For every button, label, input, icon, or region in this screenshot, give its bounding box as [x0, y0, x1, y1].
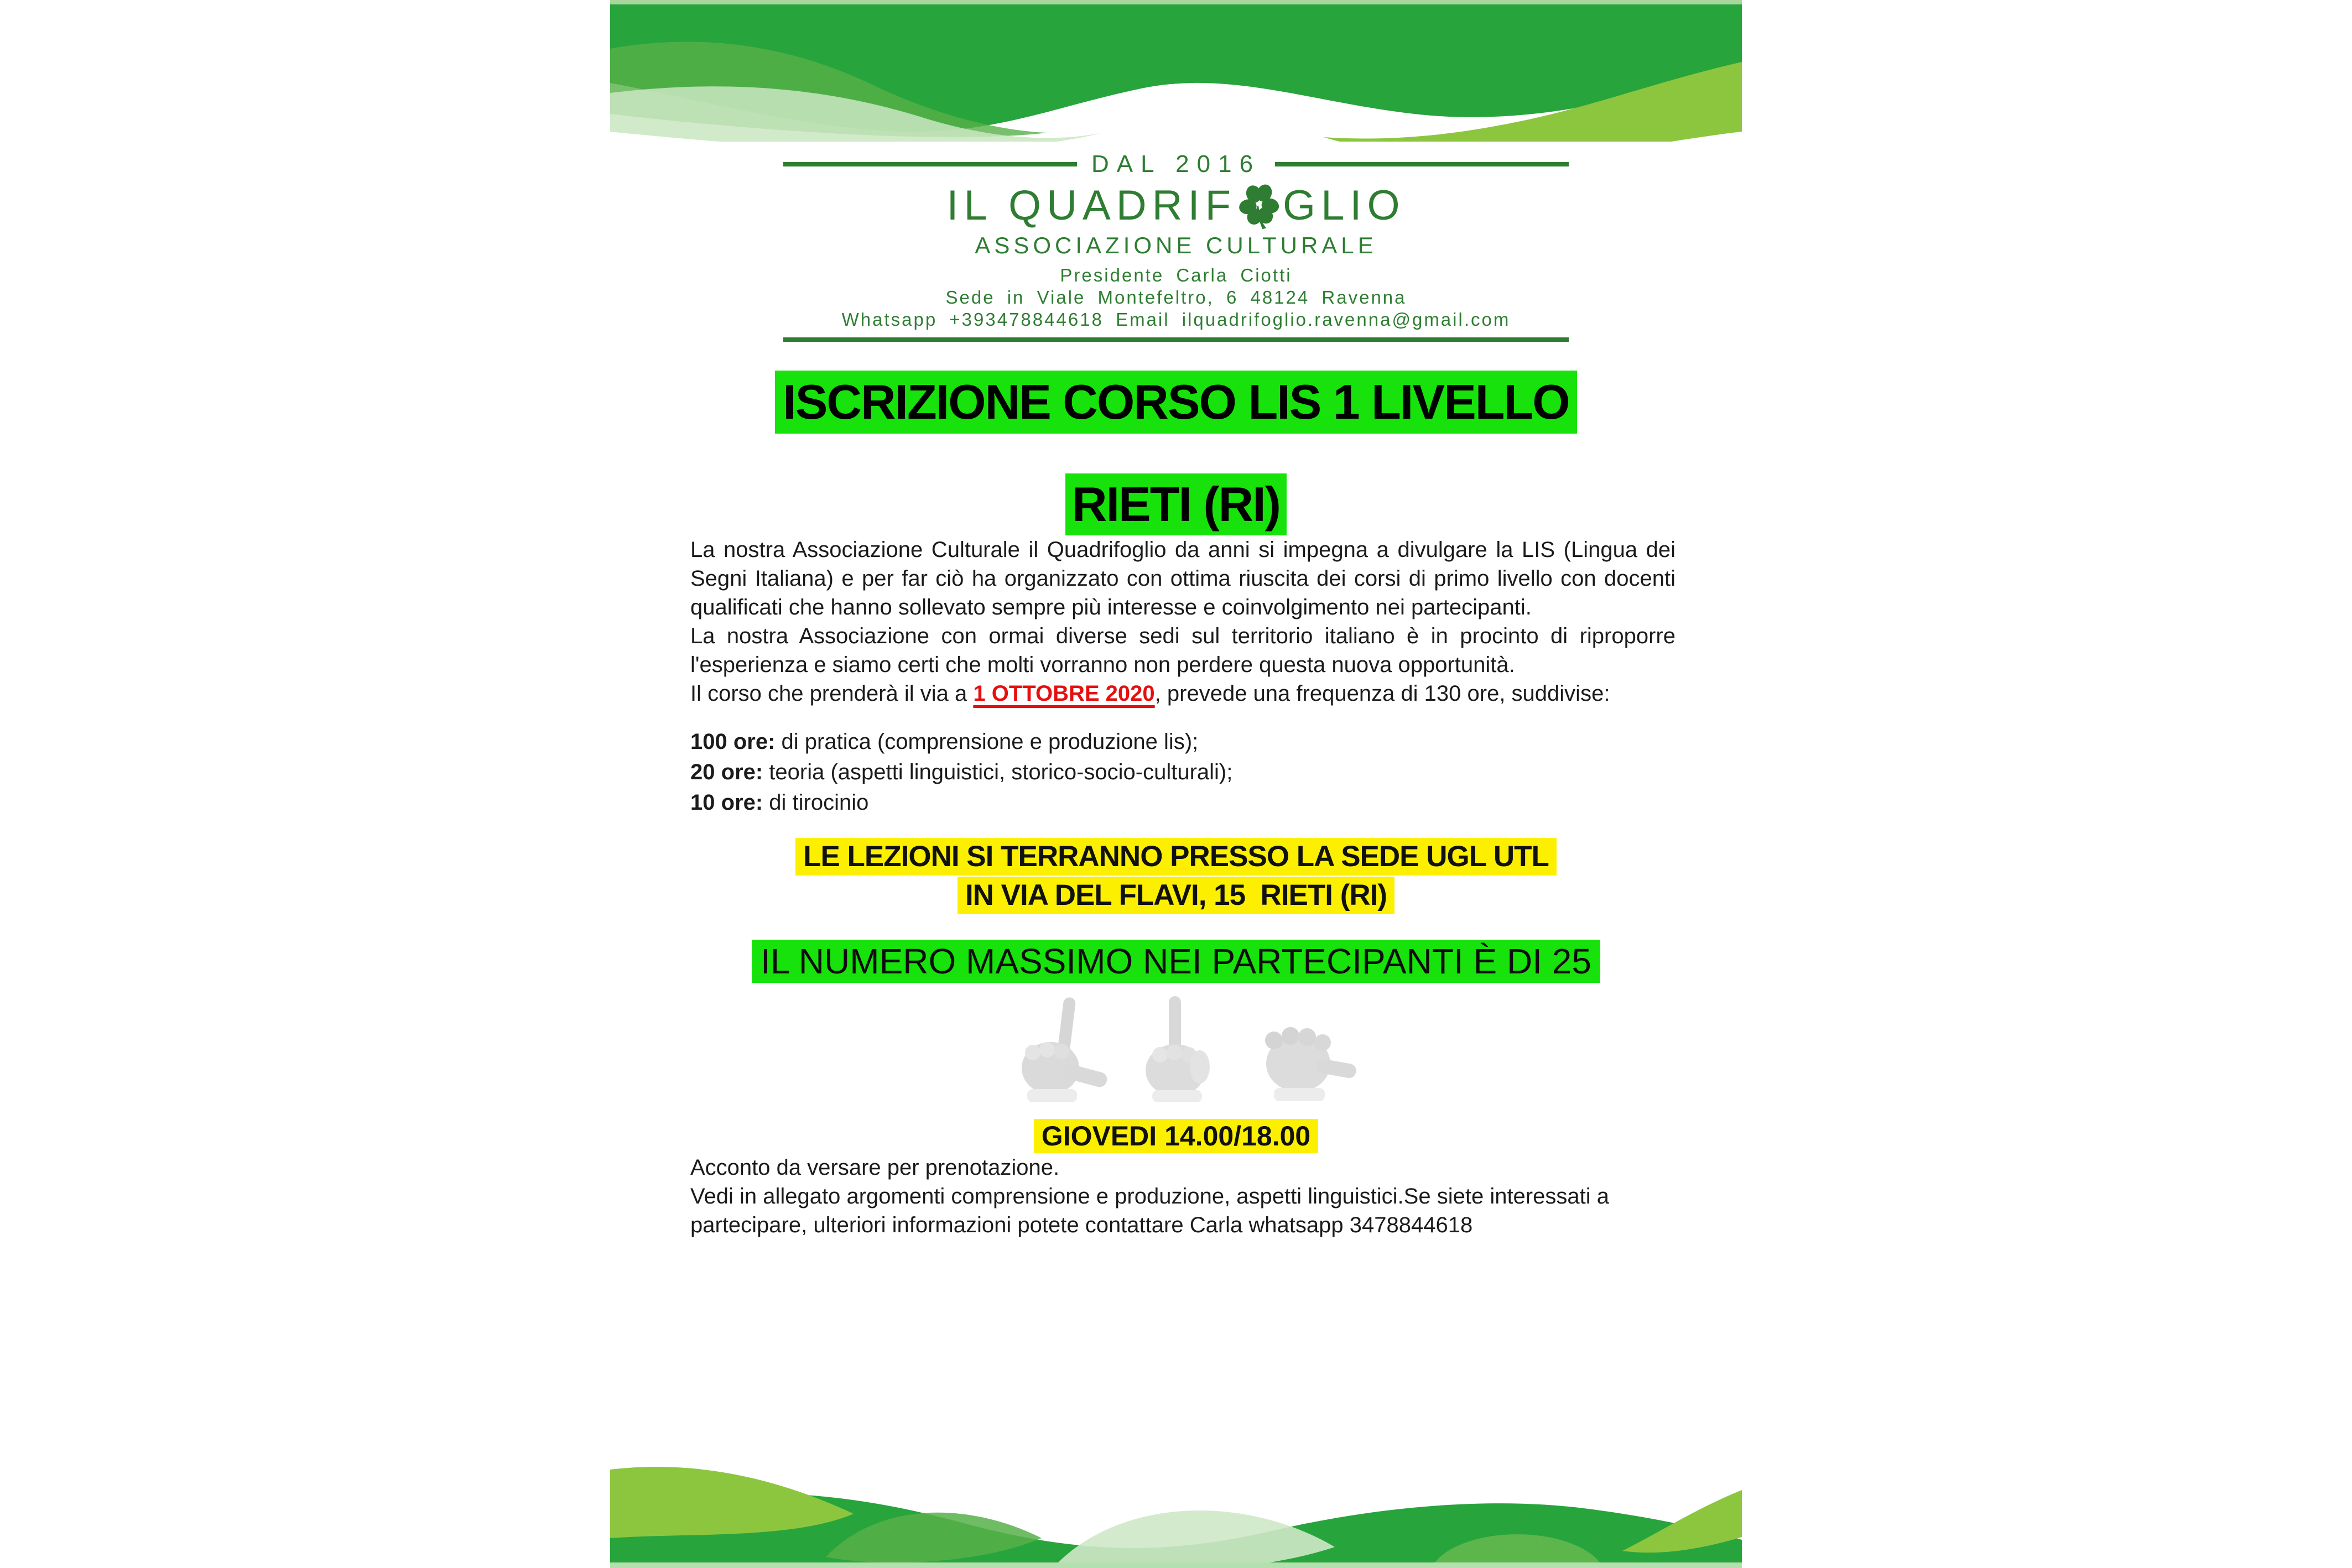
location-row — [610, 473, 1742, 535]
schedule-text: GIOVEDI 14.00/18.00 — [1034, 1119, 1318, 1153]
paragraph-experience: La nostra Associazione con ormai diverse sedi sul territorio italiano è in procinto di riproporre l'esperienza e siamo certi che molti vorranno non perdere questa nuova opportunità. — [690, 624, 1675, 677]
title-row — [610, 371, 1742, 434]
location-title: RIETI (RI) — [1065, 473, 1287, 535]
brand-pre: IL QUADRIF — [946, 182, 1237, 229]
hours-text: teoria (aspetti linguistici, storico-socio-culturali); — [763, 760, 1233, 784]
venue-line2-row — [610, 877, 1742, 914]
venue-line1-row — [610, 838, 1742, 876]
max-participants-row — [610, 940, 1742, 983]
letterhead — [610, 150, 1742, 342]
schedule-row — [610, 1119, 1742, 1153]
association-subtitle: ASSOCIAZIONE CULTURALE — [975, 232, 1377, 258]
hand-letter-i-icon — [1118, 996, 1234, 1102]
clover-icon — [1235, 181, 1284, 230]
since-text: DAL 2016 — [1091, 150, 1261, 178]
hours-label: 10 ore: — [690, 790, 763, 815]
since-row — [783, 150, 1569, 178]
hours-label: 100 ore: — [690, 730, 776, 754]
course-start-date: 1 OTTOBRE 2020 — [973, 681, 1155, 706]
contact-line: Whatsapp +393478844618 Email ilquadrifoglio.ravenna@gmail.com — [841, 309, 1511, 330]
venue-line2: IN VIA DEL FLAVI, 15 RIETI (RI) — [958, 877, 1394, 914]
hours-label: 20 ore: — [690, 760, 763, 784]
course-start-post: , prevede una frequenza di 130 ore, suddivise: — [1154, 681, 1610, 706]
president-line: Presidente Carla Ciotti — [1060, 265, 1292, 285]
page-title: ISCRIZIONE CORSO LIS 1 LIVELLO — [775, 371, 1576, 434]
hours-item-internship — [690, 788, 1675, 818]
hours-text: di pratica (comprensione e produzione lis); — [775, 730, 1199, 754]
max-participants: IL NUMERO MASSIMO NEI PARTECIPANTI È DI 25 — [752, 940, 1600, 983]
brand-post: GLIO — [1283, 182, 1406, 229]
hours-list — [690, 727, 1675, 818]
rule-right — [1275, 162, 1569, 166]
address-line: Sede in Viale Montefeltro, 6 48124 Ravenna — [945, 287, 1407, 308]
hand-letter-l-icon — [994, 996, 1110, 1102]
hand-letter-s-icon — [1242, 996, 1358, 1102]
hours-item-theory — [690, 757, 1675, 788]
venue-block — [610, 838, 1742, 914]
deposit-line: Acconto da versare per prenotazione. — [690, 1155, 1060, 1180]
hours-item-practice — [690, 727, 1675, 757]
brand-name — [610, 180, 1742, 231]
hours-text: di tirocinio — [763, 790, 869, 815]
top-wave-banner — [610, 0, 1742, 142]
body-text-block — [610, 535, 1742, 818]
footer-text-block — [610, 1153, 1742, 1239]
course-start-pre: Il corso che prenderà il via a — [690, 681, 974, 706]
attachment-note: Vedi in allegato argomenti comprensione e produzione, aspetti linguistici.Se siete interessati a partecipare, ulteriori informazioni potete contattare Carla whatsapp 3478844618 — [690, 1184, 1609, 1237]
venue-line1: LE LEZIONI SI TERRANNO PRESSO LA SEDE UGL UTL — [795, 838, 1557, 876]
paragraph-course-start — [690, 679, 1675, 708]
header-bottom-rule — [783, 337, 1569, 342]
rule-left — [783, 162, 1077, 166]
lis-hands-image — [610, 996, 1742, 1102]
bottom-wave-banner — [610, 1437, 1742, 1568]
paragraph-intro: La nostra Associazione Culturale il Quadrifoglio da anni si impegna a divulgare la LIS (Lingua dei Segni Italiana) e per far ciò ha organizzato con ottima riuscita dei corsi di primo livello con docenti qualificati che hanno sollevato sempre più interesse e coinvolgimento nei partecipanti. — [690, 538, 1675, 619]
flyer-page — [610, 0, 1742, 1568]
